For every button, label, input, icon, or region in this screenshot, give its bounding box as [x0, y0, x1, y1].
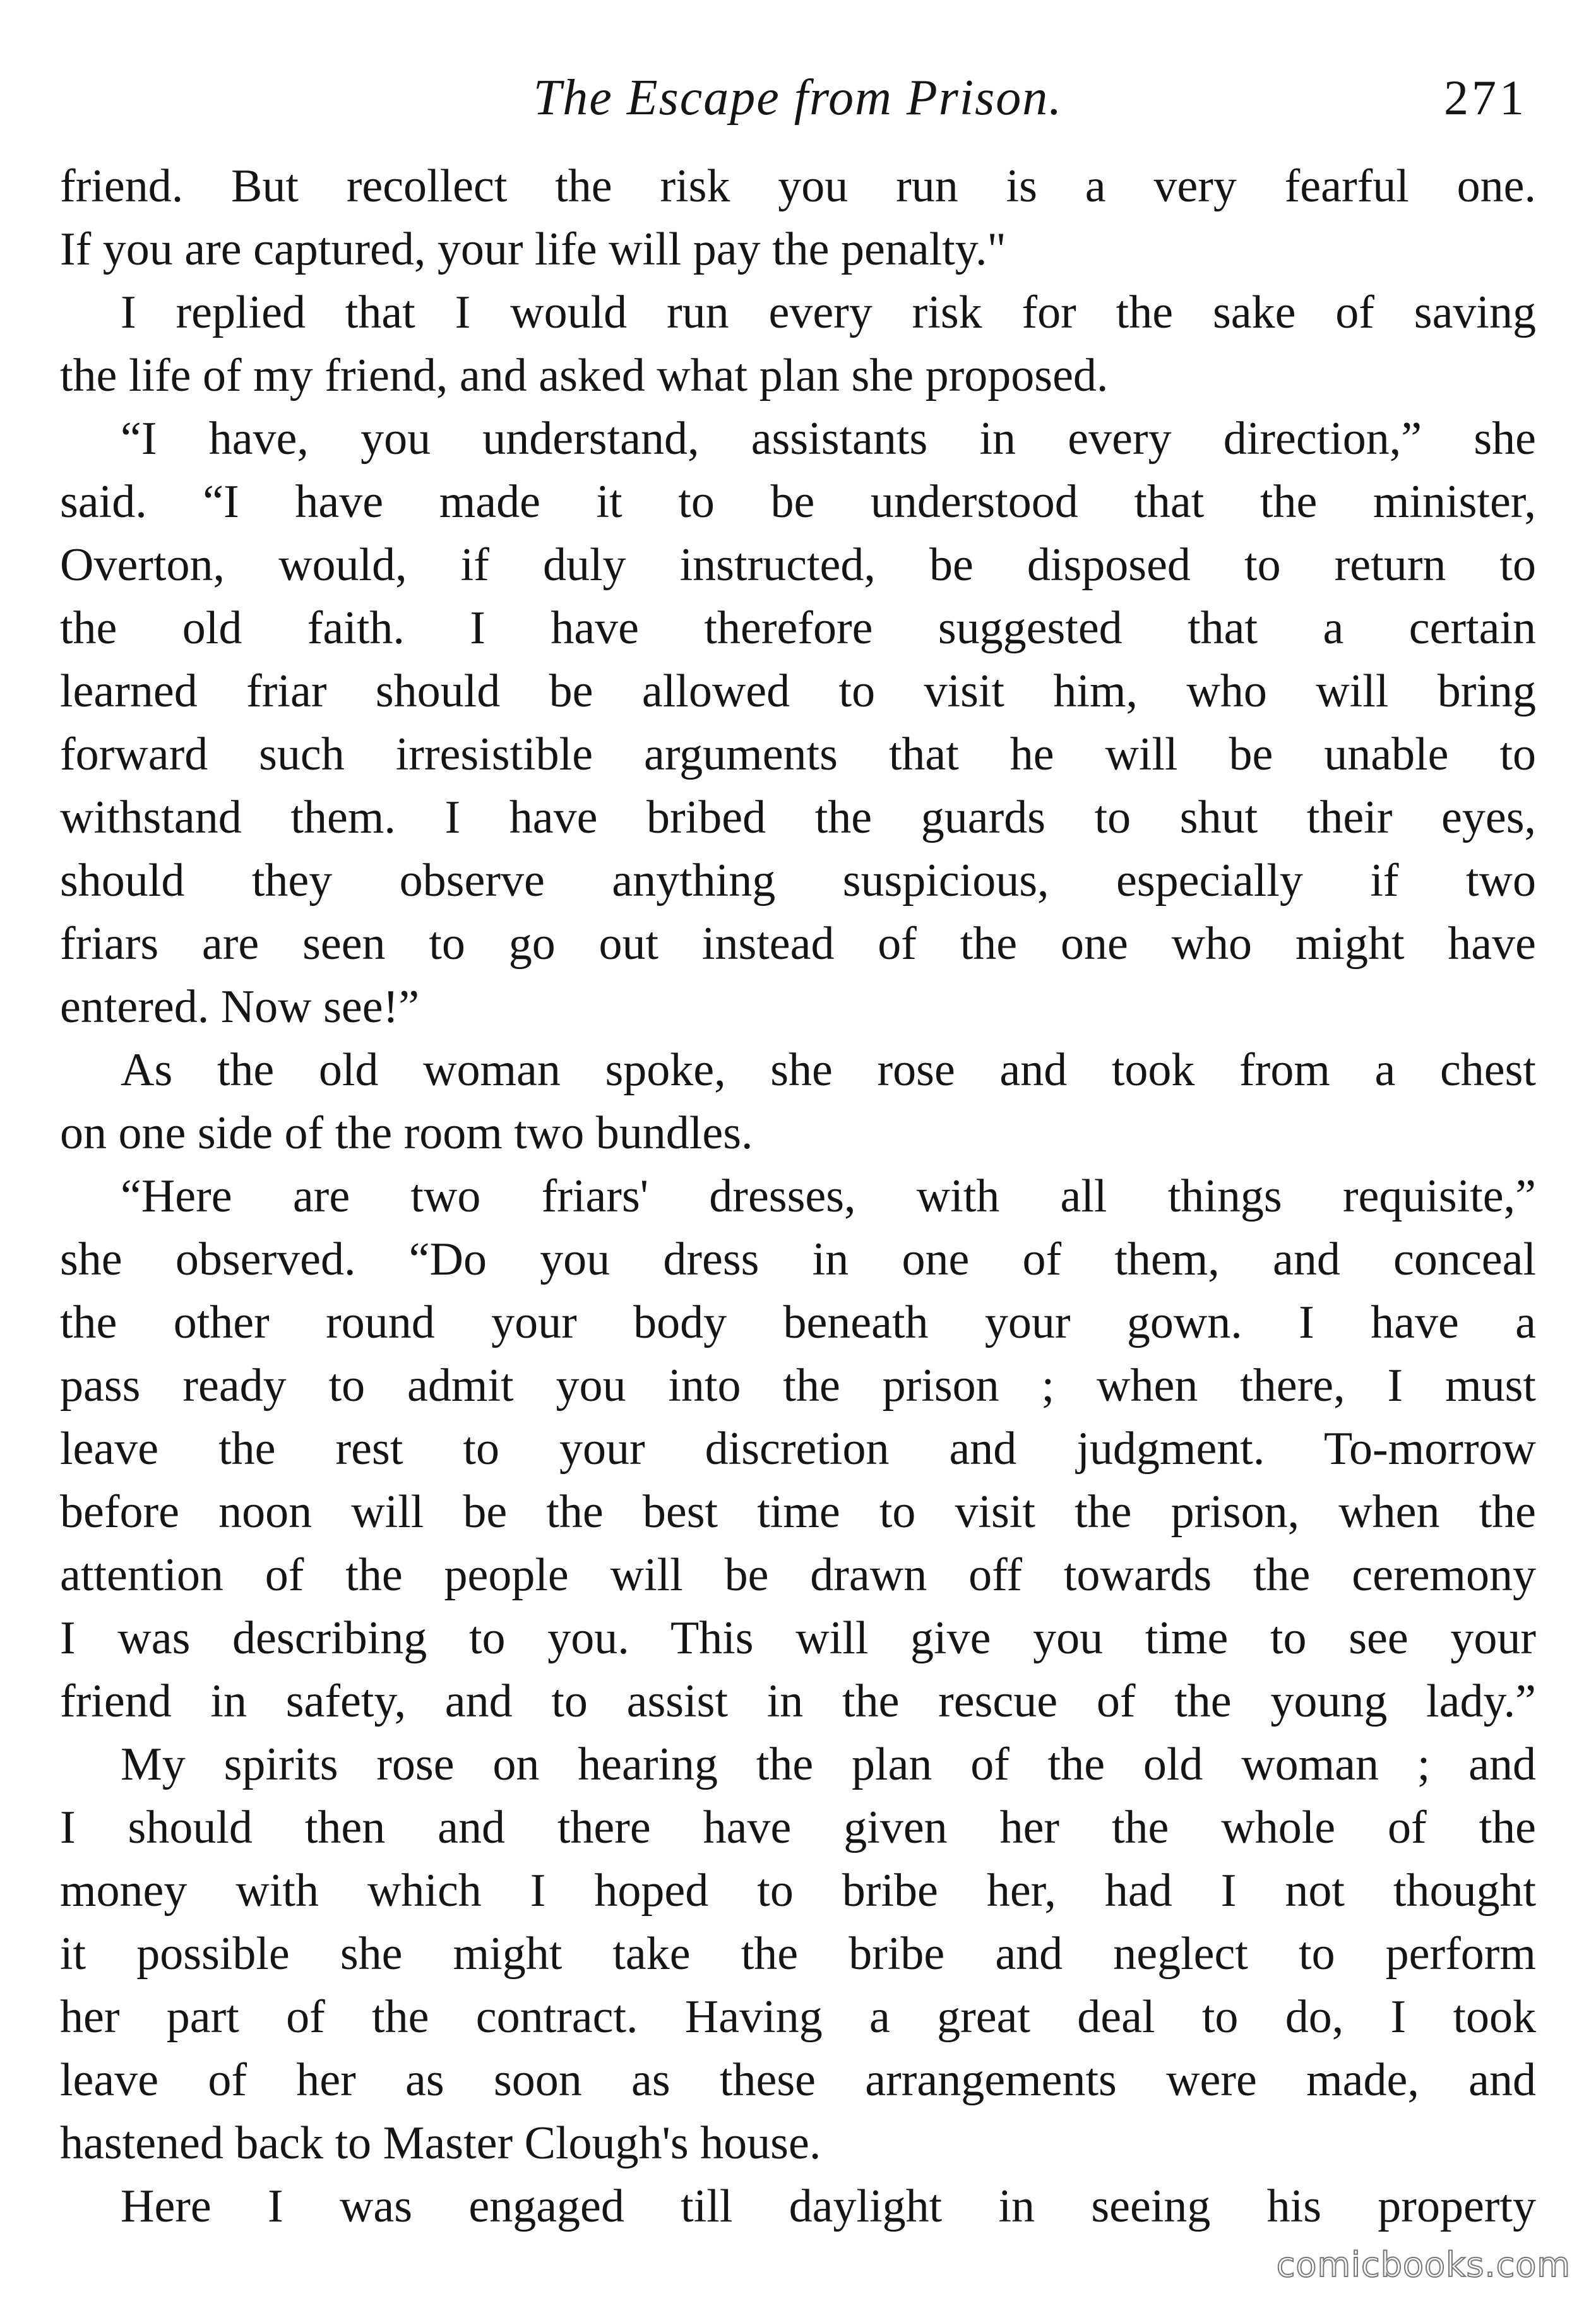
page-number: 271	[1444, 70, 1527, 125]
text-line: As the old woman spoke, she rose and took from a chest	[121, 1044, 1536, 1096]
text-line: she observed. “Do you dress in one of them, and conceal	[60, 1234, 1536, 1285]
text-line: “I have, you understand, assistants in every direction,” she	[121, 413, 1536, 465]
text-line: should they observe anything suspicious, especially if two	[60, 855, 1536, 907]
text-line: money with which I hoped to bribe her, had I not thought	[60, 1865, 1536, 1917]
text-line: Here I was engaged till daylight in seeing his property	[121, 2180, 1536, 2232]
text-line: hastened back to Master Clough's house.	[60, 2117, 821, 2169]
text-line: learned friar should be allowed to visit him, who will bring	[60, 665, 1536, 717]
text-line: I replied that I would run every risk for the sake of saving	[121, 287, 1536, 338]
text-line: “Here are two friars' dresses, with all things requisite,”	[121, 1170, 1536, 1222]
text-line: it possible she might take the bribe and neglect to perform	[60, 1928, 1536, 1980]
text-line: the old faith. I have therefore suggested that a certain	[60, 602, 1536, 654]
text-line: forward such irresistible arguments that he will be unable to	[60, 729, 1536, 780]
text-line: the other round your body beneath your gown. I have a	[60, 1297, 1536, 1348]
watermark: comicbooks.com	[1276, 2245, 1571, 2285]
text-line: friars are seen to go out instead of the one who might have	[60, 918, 1536, 970]
text-line: I should then and there have given her the whole of the	[60, 1802, 1536, 1853]
running-title: The Escape from Prison.	[533, 70, 1063, 126]
text-line: her part of the contract. Having a great deal to do, I took	[60, 1991, 1536, 2043]
text-line: leave of her as soon as these arrangements were made, and	[60, 2054, 1536, 2106]
text-line: the life of my friend, and asked what plan she proposed.	[60, 350, 1109, 402]
text-line: My spirits rose on hearing the plan of the old woman ; and	[121, 1739, 1536, 1790]
text-line: Overton, would, if duly instructed, be disposed to return to	[60, 539, 1536, 591]
text-line: on one side of the room two bundles.	[60, 1107, 753, 1159]
text-line: before noon will be the best time to visit the prison, when the	[60, 1486, 1536, 1538]
text-line: friend. But recollect the risk you run is a very fearful one.	[60, 160, 1536, 212]
text-line: said. “I have made it to be understood that the minister,	[60, 476, 1536, 528]
text-line: leave the rest to your discretion and judgment. To-morrow	[60, 1423, 1536, 1475]
text-line: pass ready to admit you into the prison ; when there, I must	[60, 1360, 1536, 1412]
text-line: I was describing to you. This will give you time to see your	[60, 1612, 1536, 1664]
body-text	[60, 155, 1536, 2238]
text-line: attention of the people will be drawn off towards the ceremony	[60, 1549, 1536, 1601]
text-line: entered. Now see!”	[60, 981, 420, 1033]
page-header	[60, 60, 1536, 136]
text-line: If you are captured, your life will pay the penalty."	[60, 223, 1006, 275]
text-line: withstand them. I have bribed the guards to shut their eyes,	[60, 792, 1536, 843]
text-line: friend in safety, and to assist in the rescue of the young lady.”	[60, 1675, 1536, 1727]
